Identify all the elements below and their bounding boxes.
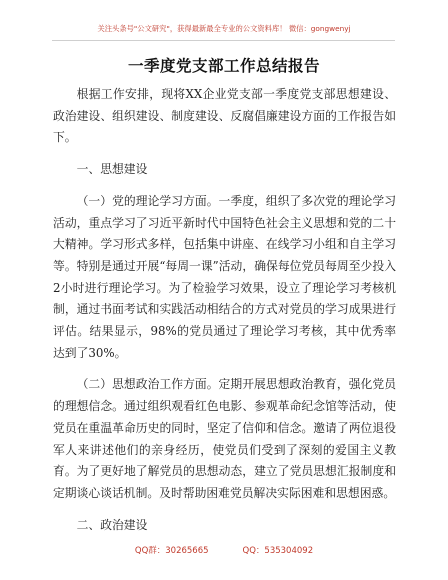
qq-number-text: QQ：535304092 [242,546,314,556]
section-heading-1: 一、思想建设 [76,162,148,177]
document-title: 一季度党支部工作总结报告 [127,57,320,75]
intro-paragraph: 根据工作安排，现将XX企业党支部一季度党支部思想建设、政治建设、组织建设、制度建设、反腐倡廉建设方面的工作报告如下。 [53,87,396,145]
spacer [53,505,396,515]
promo-banner: 关注头条号"公文研究"，获得最新最全专业的公文资料库！ 微信：gongwenyj [97,24,351,33]
political-work-paragraph: （二）思想政治工作方面。定期开展思想政治教育，强化党员的理想信念。通过组织观看红色电影、参观革命纪念馆等活动，使党员在重温革命历史的同时，坚定了信仰和信念。邀请了两位退役军人来讲述他们的亲身经历，使党员们受到了深刻的爱国主义教育。为了更好地了解党员的思想动态，建立了党员思想汇报制度和定期谈心谈话机制。及时帮助困难党员解决实际困难和思想困惑。 [53,377,396,500]
header-divider [52,40,395,41]
qq-group-text: QQ群：30265665 [134,546,209,556]
spacer [53,149,396,159]
theory-study-paragraph: （一）党的理论学习方面。一季度，组织了多次党的理论学习活动，重点学习了习近平新时代中国特色社会主义思想和党的二十大精神。学习形式多样，包括集中讲座、在线学习小组和自主学习等。特别是通过开展“每周一课”活动，确保每位党员每周至少投入2小时进行理论学习。为了检验学习效果，设立了理论学习考核机制，通过书面考试和实践活动相结合的方式对党员的学习成果进行评估。结果显示，98%的党员通过了理论学习考核，其中优秀率达到了30%。 [53,193,396,360]
spacer [53,181,396,191]
section-heading-2: 二、政治建设 [76,517,148,532]
contact-footer [0,544,448,556]
spacer [53,364,396,374]
document-body [53,84,396,536]
